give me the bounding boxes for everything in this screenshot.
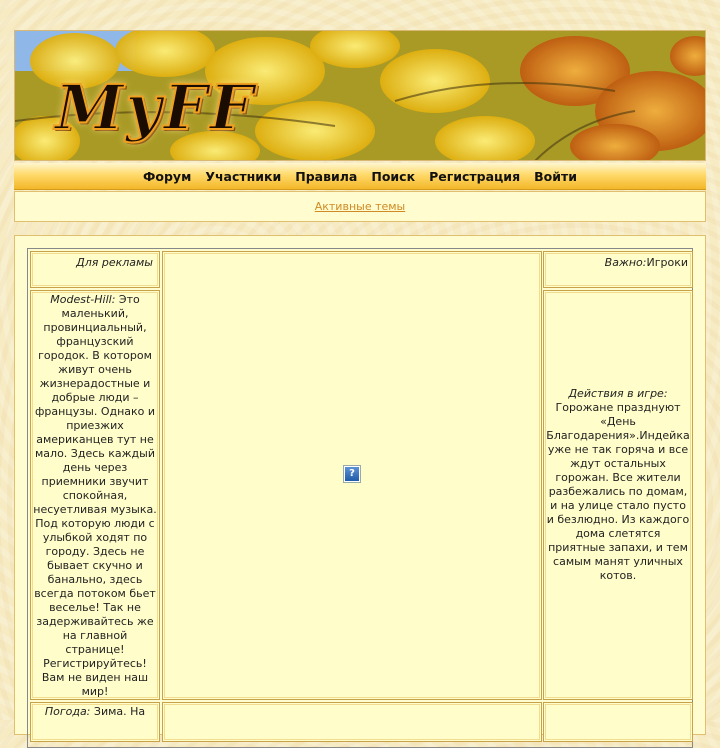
actions-title: Действия в игре: xyxy=(568,387,668,400)
right-bottom-cell xyxy=(543,702,693,742)
about-town-cell xyxy=(30,290,160,700)
nav-forum[interactable]: Форум xyxy=(143,168,192,184)
nav-register[interactable]: Регистрация xyxy=(429,168,521,184)
game-actions-cell xyxy=(543,290,693,700)
ad-label: Для рекламы xyxy=(76,256,153,269)
nav-members[interactable]: Участники xyxy=(205,168,282,184)
active-topics-link[interactable]: Активные темы xyxy=(314,200,406,213)
broken-image-glyph: ? xyxy=(345,467,359,481)
main-navigation xyxy=(14,163,706,190)
header-banner xyxy=(14,30,706,161)
question-mark-icon[interactable] xyxy=(343,465,361,483)
nav-rules[interactable]: Правила xyxy=(295,168,358,184)
important-text: Игроки xyxy=(646,256,688,269)
center-bottom-cell xyxy=(162,702,542,742)
ad-cell xyxy=(30,251,160,288)
important-cell xyxy=(543,251,693,288)
about-text: Это маленький, провинциальный, французский городок. В котором живут очень жизнерадостные и добрые люди – французы. Однако и приезжих американцев тут не мало. Здесь каждый день через приемники звучит спокойная, несуетливая музыка. Под которую люди с улыбкой ходят по городу. Здесь не бывает скучно и банально, здесь всегда потоком бьет веселье! Так не задерживайтесь же на главной странице! Регистрируйтесь! Вам не виден наш мир! xyxy=(33,293,157,698)
nav-login[interactable]: Войти xyxy=(534,168,577,184)
weather-cell xyxy=(30,702,160,742)
main-panel xyxy=(14,235,706,735)
info-table xyxy=(27,248,693,748)
game-actions-content xyxy=(546,387,690,583)
site-logo[interactable]: MyFF xyxy=(55,71,256,144)
about-title: Modest-Hill: xyxy=(50,293,116,306)
active-topics-bar xyxy=(14,191,706,222)
nav-search[interactable]: Поиск xyxy=(371,168,416,184)
important-title: Важно: xyxy=(604,256,647,269)
actions-text: Горожане празднуют «День Благодарения».Индейка уже не так горяча и все ждут остальных горожан. Все жители разбежались по домам, и на улице стало пусто и безлюдно. Из каждого дома слетятся приятные запахи, и тем самым манят уличных котов. xyxy=(546,401,690,582)
center-image-cell xyxy=(162,251,542,700)
weather-title: Погода: xyxy=(44,705,91,718)
weather-text: Зима. На xyxy=(90,705,146,718)
